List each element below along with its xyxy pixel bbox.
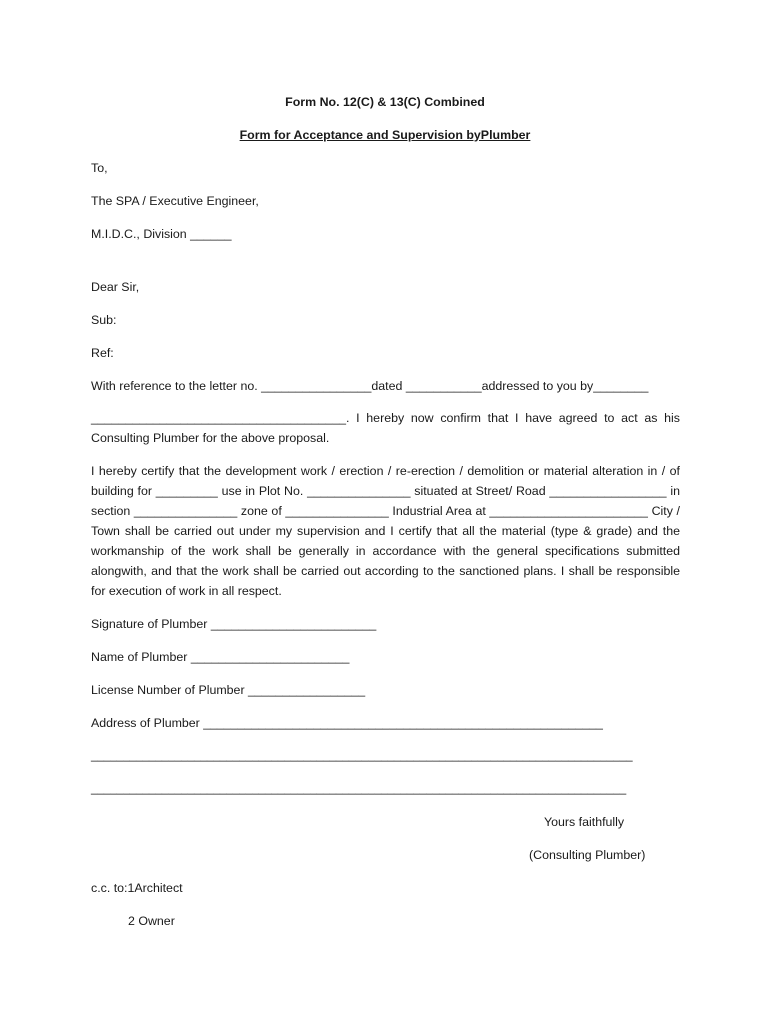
form-subtitle: Form for Acceptance and Supervision byPlumber	[239, 128, 531, 142]
closing-role: (Consulting Plumber)	[529, 848, 646, 862]
address-to: To,	[91, 161, 108, 175]
plumber-address-line-2: ____________________________________________________________________________________	[91, 749, 633, 762]
closing-yours-faithfully: Yours faithfully	[544, 815, 625, 829]
reference-line: With reference to the letter no. ________________dated ___________addressed to you by________	[91, 379, 649, 393]
address-division: M.I.D.C., Division ______	[91, 227, 232, 241]
subject-label: Sub:	[91, 313, 117, 327]
certify-paragraph: I hereby certify that the development work / erection / re-erection / demolition or material alteration in / of building for _________ use in Plot No. _______________ situated at Street/ Road _________________ in section _______________ zone of _______________ Industrial Area at _______________________ City / Town shall be carried out under my supervision and I certify that all the material (type & grade) and the workmanship of the work shall be generally in accordance with the general specifications submitted alongwith, and that the work shall be carried out according to the sanctioned plans. I shall be responsible for execution of work in all respect.	[91, 464, 680, 598]
plumber-address-line-3: ___________________________________________________________________________________	[91, 782, 627, 795]
form-title: Form No. 12(C) & 13(C) Combined	[285, 95, 485, 109]
reference-label: Ref:	[91, 346, 114, 360]
confirm-paragraph: _____________________________________. I hereby now confirm that I have agreed to act as his Consulting Plumber for the above proposal.	[91, 411, 680, 445]
cc-label: c.c. to:1Architect	[91, 881, 183, 895]
salutation: Dear Sir,	[91, 280, 140, 294]
plumber-signature-field: Signature of Plumber ________________________	[91, 617, 377, 631]
plumber-license-field: License Number of Plumber _________________	[91, 683, 366, 697]
cc-second: 2 Owner	[128, 914, 175, 928]
plumber-name-field: Name of Plumber _______________________	[91, 650, 350, 664]
address-recipient: The SPA / Executive Engineer,	[91, 194, 259, 208]
plumber-address-field: Address of Plumber __________________________________________________________	[91, 716, 603, 730]
